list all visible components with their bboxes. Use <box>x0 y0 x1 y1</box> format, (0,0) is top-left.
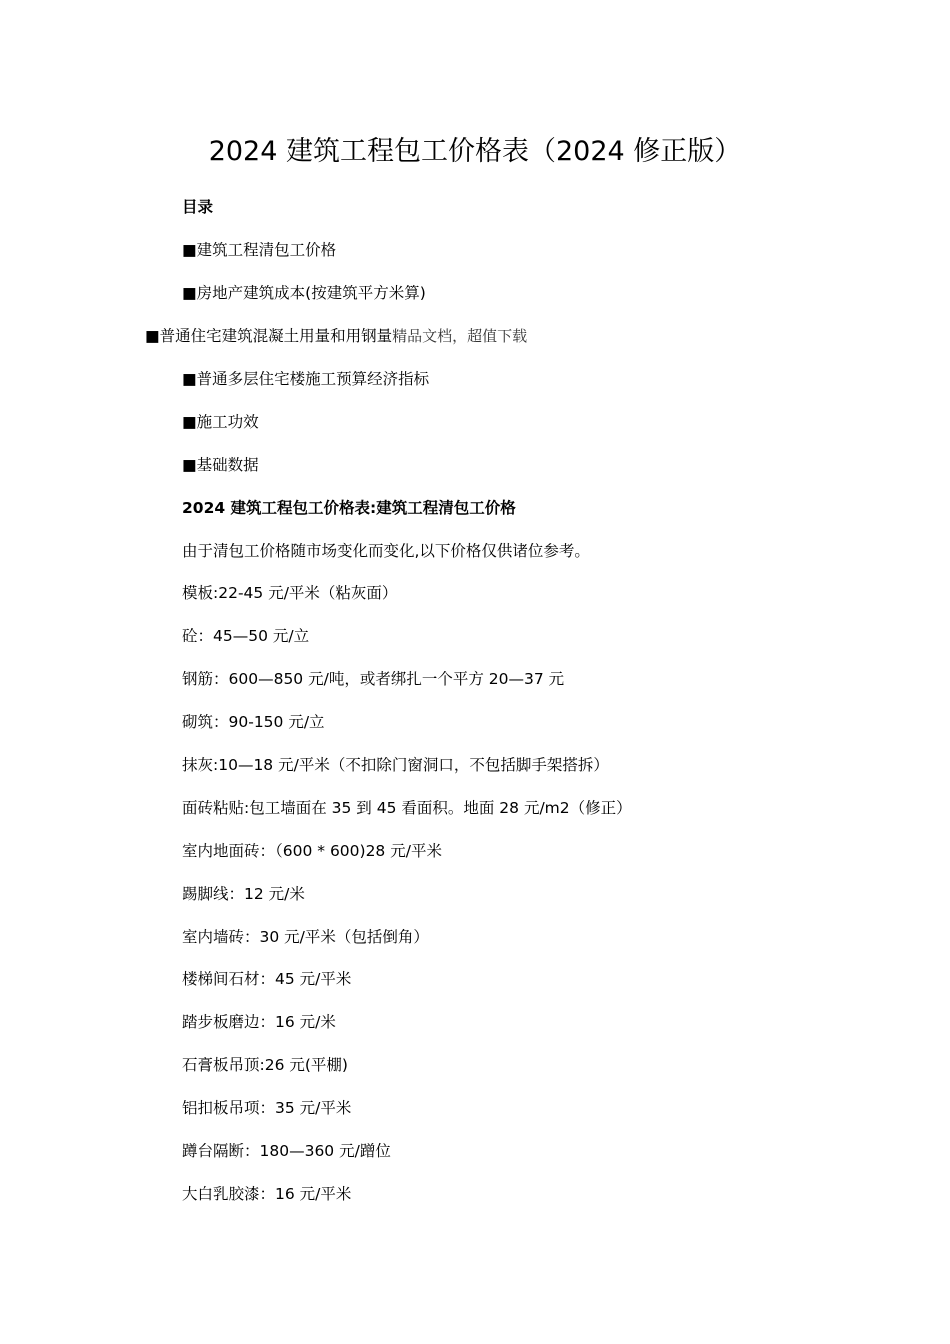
price-line: 踏步板磨边：16 元/米 <box>182 1013 336 1031</box>
toc-item-5: ■施工功效 <box>182 413 259 431</box>
toc-item-6: ■基础数据 <box>182 456 259 474</box>
price-line: 铝扣板吊项：35 元/平米 <box>182 1099 352 1117</box>
price-line: 石膏板吊顶:26 元(平棚) <box>182 1056 348 1074</box>
price-line: 砼：45—50 元/立 <box>182 627 310 645</box>
price-line: 砌筑：90-150 元/立 <box>182 713 325 731</box>
price-line: 踢脚线：12 元/米 <box>182 885 305 903</box>
toc-item-4: ■普通多层住宅楼施工预算经济指标 <box>182 370 430 388</box>
price-line: 蹲台隔断：180—360 元/蹭位 <box>182 1142 391 1160</box>
price-line: 抹灰:10—18 元/平米（不扣除门窗洞口，不包括脚手架搭拆） <box>182 756 609 774</box>
price-line: 楼梯间石材：45 元/平米 <box>182 970 352 988</box>
section-heading: 2024 建筑工程包工价格表:建筑工程清包工价格 <box>182 499 516 517</box>
watermark-text: 精品文档，超值下载 <box>392 327 528 345</box>
toc-heading: 目录 <box>182 198 214 216</box>
price-line: 室内墙砖：30 元/平米（包括倒角） <box>182 928 429 946</box>
toc-item-3-row <box>145 325 527 347</box>
document-title: 2024 建筑工程包工价格表（2024 修正版） <box>208 136 742 167</box>
price-line: 钢筋：600—850 元/吨，或者绑扎一个平方 20—37 元 <box>182 670 565 688</box>
price-line: 大白乳胶漆：16 元/平米 <box>182 1185 352 1203</box>
toc-item-2: ■房地产建筑成本(按建筑平方米算) <box>182 284 426 302</box>
toc-item-1: ■建筑工程清包工价格 <box>182 241 337 259</box>
price-line: 室内地面砖：（600 * 600)28 元/平米 <box>182 842 442 860</box>
toc-item-3: ■普通住宅建筑混凝土用量和用钢量 <box>145 327 393 345</box>
price-line: 面砖粘贴:包工墙面在 35 到 45 看面积。地面 28 元/m2（修正） <box>182 799 632 817</box>
price-line: 模板:22-45 元/平米（粘灰面） <box>182 584 398 602</box>
intro-paragraph: 由于清包工价格随市场变化而变化,以下价格仅供诸位参考。 <box>182 542 590 560</box>
